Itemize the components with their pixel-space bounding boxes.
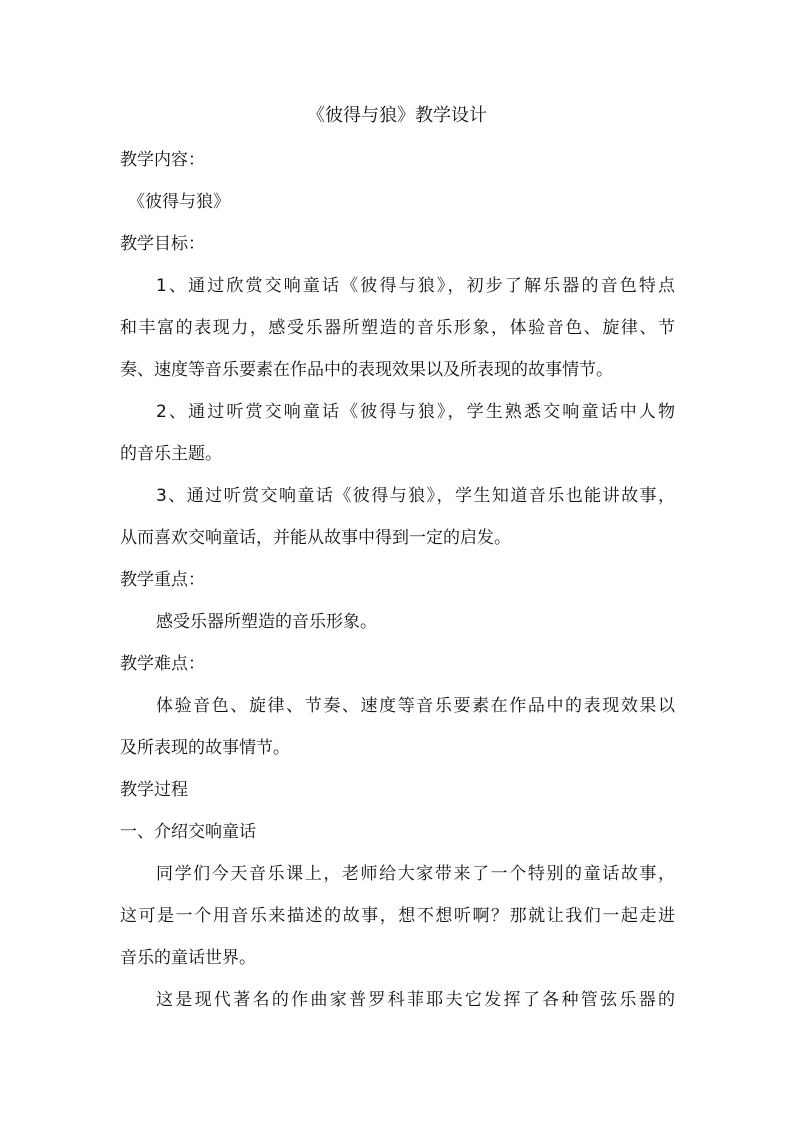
- difficulty-line2: 及所表现的故事情节。: [120, 738, 290, 758]
- difficulty-heading: 教学难点：: [120, 654, 205, 674]
- goal2-line1: 2、通过听赏交响童话《彼得与狼》，学生熟悉交响童话中人物: [156, 402, 675, 422]
- goal3-line1: 3、通过听赏交响童话《彼得与狼》，学生知道音乐也能讲故事，: [156, 486, 675, 506]
- content-heading: 教学内容：: [120, 150, 205, 170]
- para1-line3: 音乐的童话世界。: [120, 948, 256, 968]
- key-text: 感受乐器所塑造的音乐形象。: [156, 612, 377, 632]
- difficulty-line1: 体验音色、旋律、节奏、速度等音乐要素在作品中的表现效果以: [156, 696, 675, 716]
- key-heading: 教学重点：: [120, 570, 205, 590]
- goals-heading: 教学目标：: [120, 234, 205, 254]
- content-text: 《彼得与狼》: [128, 192, 230, 212]
- goal1-line1: 1、通过欣赏交响童话《彼得与狼》，初步了解乐器的音色特点: [156, 276, 675, 296]
- goal2-line2: 的音乐主题。: [120, 444, 222, 464]
- document-title: 《彼得与狼》教学设计: [307, 105, 487, 126]
- goal1-line3: 奏、速度等音乐要素在作品中的表现效果以及所表现的故事情节。: [120, 360, 613, 380]
- para1-line1: 同学们今天音乐课上，老师给大家带来了一个特别的童话故事，: [156, 864, 675, 884]
- para2-line1: 这是现代著名的作曲家普罗科菲耶夫它发挥了各种管弦乐器的: [156, 990, 675, 1010]
- para1-line2: 这可是一个用音乐来描述的故事，想不想听啊？那就让我们一起走进: [120, 906, 675, 926]
- goal1-line2: 和丰富的表现力，感受乐器所塑造的音乐形象，体验音色、旋律、节: [120, 318, 675, 338]
- section1-heading: 一、介绍交响童话: [120, 822, 256, 842]
- goal3-line2: 从而喜欢交响童话，并能从故事中得到一定的启发。: [120, 528, 511, 548]
- process-heading: 教学过程: [120, 780, 188, 800]
